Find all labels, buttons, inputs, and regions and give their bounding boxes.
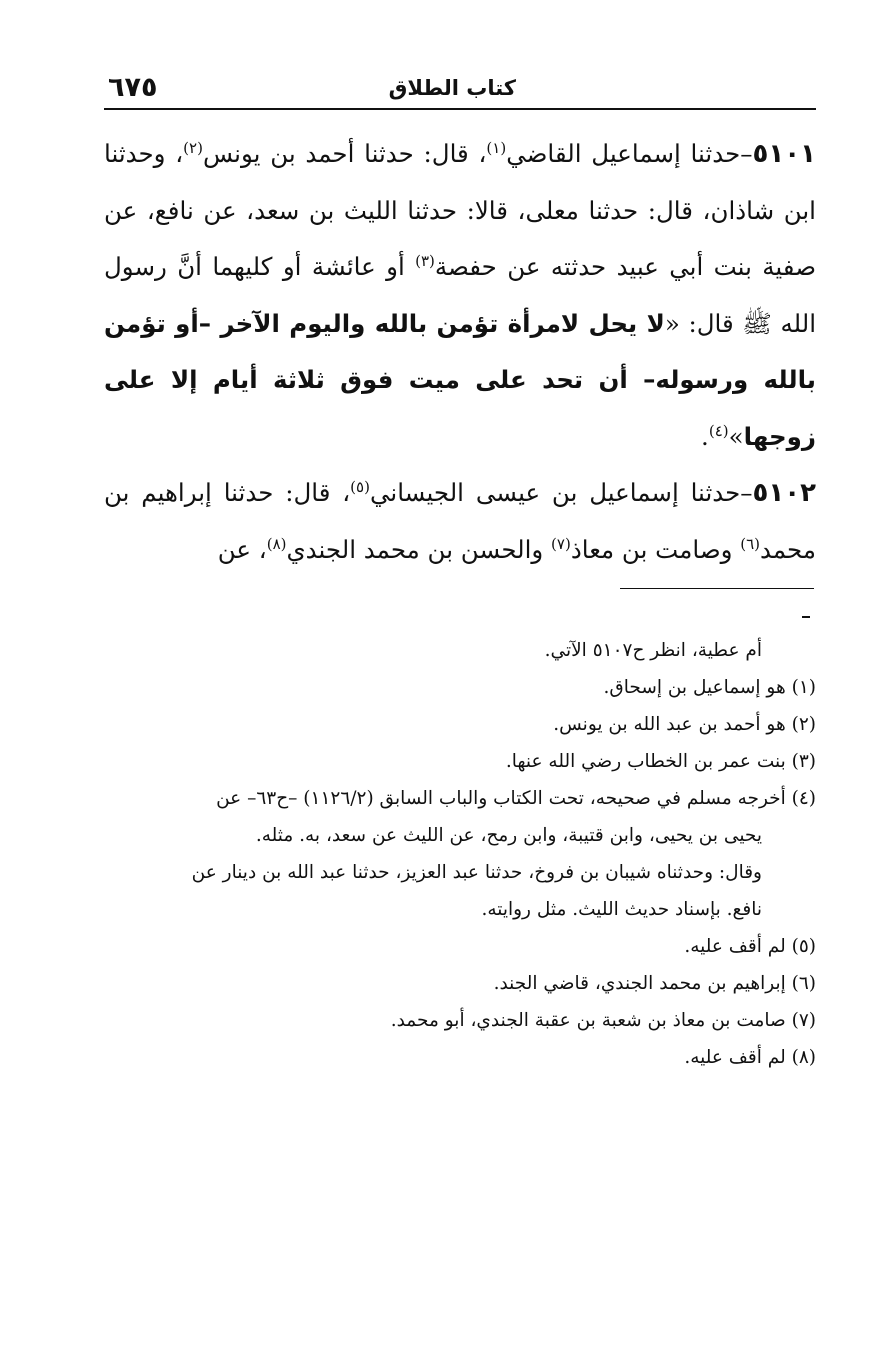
main-text bbox=[104, 126, 816, 578]
footnote-ref: (٣) bbox=[415, 251, 435, 270]
page-number: ٦٧٥ bbox=[108, 72, 158, 103]
prophetic-saying: لا يحل لامرأة تؤمن بالله واليوم الآخر –أو تؤمن بالله ورسوله– أن تحد على ميت فوق ثلاثة أيام إلا على زوجها bbox=[104, 308, 816, 451]
continuation-mark bbox=[802, 616, 810, 618]
footnote-2: (٢) هو أحمد بن عبد الله بن يونس. bbox=[553, 714, 816, 735]
footnote-3: (٣) بنت عمر بن الخطاب رضي الله عنها. bbox=[505, 751, 816, 772]
footnote-ref: (٢) bbox=[183, 138, 203, 157]
footnote-7: (٧) صامت بن معاذ بن شعبة بن عقبة الجندي، أبو محمد. bbox=[390, 1010, 816, 1031]
footnote-8: (٨) لم أقف عليه. bbox=[684, 1047, 816, 1068]
footnote-4: (٤) أخرجه مسلم في صحيحه، تحت الكتاب والباب السابق (١١٢٦/٢) –ح٦٣– عن bbox=[216, 788, 816, 809]
footnote-4-line-2: يحيى بن يحيى، وابن قتيبة، وابن رمح، عن الليث عن سعد، به. مثله. bbox=[255, 825, 762, 846]
footnote-6: (٦) إبراهيم بن محمد الجندي، قاضي الجند. bbox=[493, 973, 816, 994]
hadith-text: ، قال: حدثنا أحمد بن يونس bbox=[202, 139, 487, 168]
hadith-number: ٥١٠١ bbox=[752, 139, 816, 169]
footnote-ref: (٨) bbox=[266, 534, 287, 553]
hadith-text: أو عائشة أو كليهما أنَّ رسول الله ﷺ قال: « bbox=[104, 252, 816, 338]
hadith-5102 bbox=[104, 465, 816, 578]
hadith-text: ، قال: حدثنا إبراهيم بن محمد bbox=[104, 478, 816, 564]
footnote-ref: (٧) bbox=[551, 534, 571, 553]
hadith-text: –حدثنا إسماعيل القاضي bbox=[506, 139, 753, 168]
hadith-text: . bbox=[701, 421, 709, 451]
footnotes bbox=[104, 632, 816, 1076]
footnote-divider bbox=[620, 588, 814, 589]
hadith-text: ، وحدثنا ابن شاذان، قال: حدثنا معلى، قالا: حدثنا الليث بن سعد، عن نافع، عن صفية بنت أبي عبيد حدثته عن حفصة bbox=[104, 139, 816, 281]
footnote-1: (١) هو إسماعيل بن إسحاق. bbox=[603, 677, 816, 698]
footnote-4-line-4: نافع. بإسناد حديث الليث. مثل روايته. bbox=[481, 899, 762, 920]
footnote-ref: (٤) bbox=[708, 421, 729, 440]
chapter-title: كتاب الطلاق bbox=[388, 76, 516, 100]
running-header bbox=[104, 74, 816, 110]
footnote-ref: (٥) bbox=[350, 477, 370, 496]
footnote-ref: (٦) bbox=[740, 534, 761, 553]
hadith-5101 bbox=[104, 126, 816, 465]
hadith-number: ٥١٠٢ bbox=[752, 478, 816, 508]
hadith-text: » bbox=[728, 421, 744, 451]
hadith-text: والحسن بن محمد الجندي bbox=[286, 534, 552, 564]
hadith-text: –حدثنا إسماعيل بن عيسى الجيساني bbox=[369, 478, 753, 507]
footnote-4-line-3: وقال: وحدثناه شيبان بن فروخ، حدثنا عبد العزيز، حدثنا عبد الله بن دينار عن bbox=[191, 862, 762, 883]
hadith-text: وصامت بن معاذ bbox=[570, 534, 741, 564]
footnote-continuation: أم عطية، انظر ح٥١٠٧ الآتي. bbox=[544, 640, 762, 661]
footnote-5: (٥) لم أقف عليه. bbox=[684, 936, 816, 957]
footnote-ref: (١) bbox=[486, 138, 507, 157]
hadith-text: ، عن bbox=[217, 534, 267, 564]
